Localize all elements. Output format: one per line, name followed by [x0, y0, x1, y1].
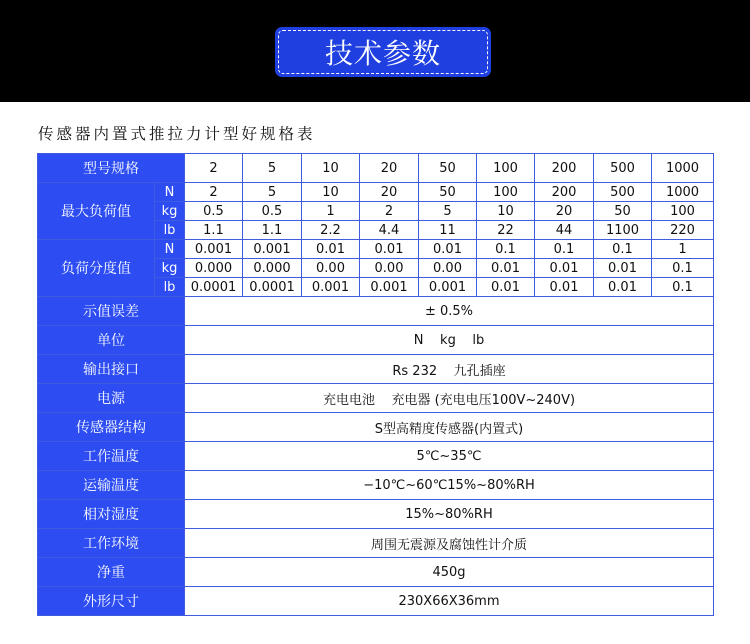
table-cell: 0.1 — [652, 278, 714, 297]
table-cell: 0.01 — [302, 240, 360, 259]
spec-label: 传感器结构 — [38, 413, 185, 442]
table-cell: 20 — [535, 202, 594, 221]
table-cell: 0.01 — [360, 240, 419, 259]
spec-row — [38, 326, 714, 355]
table-cell: 50 — [419, 183, 477, 202]
table-cell: 0.5 — [243, 202, 302, 221]
table-caption: 传感器内置式推拉力计型好规格表 — [38, 125, 316, 143]
table-cell: 2 — [360, 202, 419, 221]
unit-cell: kg — [155, 202, 185, 221]
table-cell: 0.00 — [302, 259, 360, 278]
spec-table — [37, 153, 714, 616]
unit-cell: N — [155, 240, 185, 259]
table-cell: 500 — [594, 183, 652, 202]
spec-row — [38, 384, 714, 413]
unit-cell: kg — [155, 259, 185, 278]
spec-row — [38, 558, 714, 587]
table-cell: 100 — [652, 202, 714, 221]
table-cell: 2.2 — [302, 221, 360, 240]
spec-row — [38, 529, 714, 558]
max-load-label: 最大负荷值 — [38, 183, 155, 240]
spec-label: 输出接口 — [38, 355, 185, 384]
table-cell: 0.001 — [419, 278, 477, 297]
spec-value: 450g — [185, 558, 714, 587]
table-cell: 0.01 — [477, 259, 535, 278]
spec-value: ± 0.5% — [185, 297, 714, 326]
model-cell: 500 — [594, 154, 652, 183]
spec-row — [38, 413, 714, 442]
spec-label: 外形尺寸 — [38, 587, 185, 616]
table-cell: 11 — [419, 221, 477, 240]
page-title: 技术参数 — [324, 37, 441, 70]
spec-value: Rs 232 九孔插座 — [185, 355, 714, 384]
model-cell: 100 — [477, 154, 535, 183]
table-cell: 10 — [477, 202, 535, 221]
table-cell: 0.1 — [535, 240, 594, 259]
resolution-label: 负荷分度值 — [38, 240, 155, 297]
table-cell: 50 — [594, 202, 652, 221]
table-cell: 1 — [302, 202, 360, 221]
table-cell: 1.1 — [243, 221, 302, 240]
table-cell: 100 — [477, 183, 535, 202]
model-cell: 2 — [185, 154, 243, 183]
spec-label: 相对湿度 — [38, 500, 185, 529]
spec-label: 单位 — [38, 326, 185, 355]
spec-row — [38, 471, 714, 500]
spec-value: 5℃~35℃ — [185, 442, 714, 471]
table-cell: 0.01 — [419, 240, 477, 259]
spec-value: N kg lb — [185, 326, 714, 355]
table-cell: 2 — [185, 183, 243, 202]
unit-cell: N — [155, 183, 185, 202]
spec-value: S型高精度传感器(内置式) — [185, 413, 714, 442]
spec-value: −10℃~60℃15%~80%RH — [185, 471, 714, 500]
resolution-row-n — [38, 240, 714, 259]
table-cell: 0.00 — [360, 259, 419, 278]
table-cell: 20 — [360, 183, 419, 202]
spec-row — [38, 500, 714, 529]
spec-value: 230X66X36mm — [185, 587, 714, 616]
max-load-row-n — [38, 183, 714, 202]
table-cell: 0.01 — [477, 278, 535, 297]
table-cell: 1 — [652, 240, 714, 259]
spec-value: 周围无震源及腐蚀性计介质 — [185, 529, 714, 558]
table-cell: 200 — [535, 183, 594, 202]
table-cell: 0.1 — [594, 240, 652, 259]
spec-row — [38, 355, 714, 384]
spec-row — [38, 587, 714, 616]
model-cell: 5 — [243, 154, 302, 183]
unit-cell: lb — [155, 278, 185, 297]
table-cell: 4.4 — [360, 221, 419, 240]
table-cell: 0.00 — [419, 259, 477, 278]
model-cell: 20 — [360, 154, 419, 183]
spec-row — [38, 297, 714, 326]
table-cell: 0.01 — [594, 278, 652, 297]
model-cell: 200 — [535, 154, 594, 183]
spec-label: 净重 — [38, 558, 185, 587]
spec-value: 充电电池 充电器 (充电电压100V~240V) — [185, 384, 714, 413]
spec-label: 示值误差 — [38, 297, 185, 326]
title-badge — [275, 27, 491, 77]
spec-label: 运输温度 — [38, 471, 185, 500]
model-label: 型号规格 — [38, 154, 185, 183]
unit-cell: lb — [155, 221, 185, 240]
spec-label: 工作温度 — [38, 442, 185, 471]
table-cell: 22 — [477, 221, 535, 240]
table-cell: 220 — [652, 221, 714, 240]
table-cell: 0.0001 — [185, 278, 243, 297]
table-cell: 44 — [535, 221, 594, 240]
table-cell: 1100 — [594, 221, 652, 240]
table-cell: 0.01 — [535, 278, 594, 297]
table-cell: 0.01 — [594, 259, 652, 278]
table-cell: 0.01 — [535, 259, 594, 278]
model-row — [38, 154, 714, 183]
spec-label: 工作环境 — [38, 529, 185, 558]
table-cell: 5 — [419, 202, 477, 221]
table-cell: 0.000 — [243, 259, 302, 278]
table-cell: 0.1 — [477, 240, 535, 259]
table-cell: 5 — [243, 183, 302, 202]
table-cell: 0.001 — [302, 278, 360, 297]
table-cell: 1000 — [652, 183, 714, 202]
table-cell: 0.000 — [185, 259, 243, 278]
table-cell: 0.001 — [360, 278, 419, 297]
model-cell: 50 — [419, 154, 477, 183]
table-cell: 10 — [302, 183, 360, 202]
spec-row — [38, 442, 714, 471]
table-cell: 1.1 — [185, 221, 243, 240]
spec-value: 15%~80%RH — [185, 500, 714, 529]
table-cell: 0.001 — [185, 240, 243, 259]
model-cell: 10 — [302, 154, 360, 183]
table-cell: 0.1 — [652, 259, 714, 278]
model-cell: 1000 — [652, 154, 714, 183]
table-cell: 0.0001 — [243, 278, 302, 297]
table-cell: 0.001 — [243, 240, 302, 259]
spec-label: 电源 — [38, 384, 185, 413]
table-cell: 0.5 — [185, 202, 243, 221]
